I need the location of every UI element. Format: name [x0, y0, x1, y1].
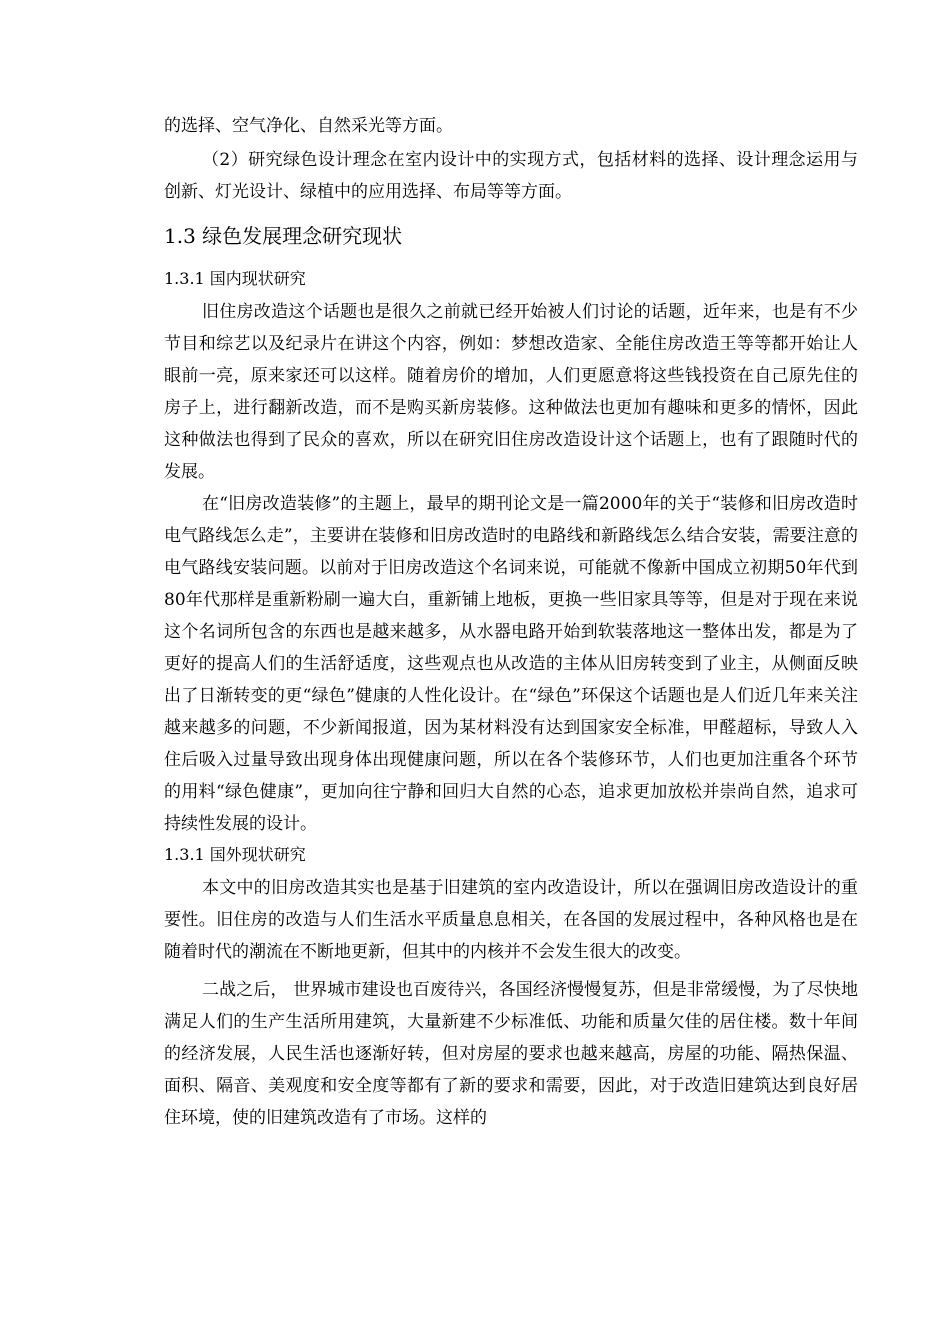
paragraph-domestic-1: 旧住房改造这个话题也是很久之前就已经开始被人们讨论的话题，近年来，也是有不少节目和综艺以及纪录片在讲这个内容，例如：梦想改造家、全能住房改造王等等都开始让人眼前一亮，原来家还可以这样。随着房价的增加，人们更愿意将这些钱投资在自己原先住的房子上，进行翻新改造，而不是购买新房装修。这种做法也更加有趣味和更多的情怀，因此这种做法也得到了民众的喜欢，所以在研究旧住房改造设计这个话题上，也有了跟随时代的发展。	[164, 302, 858, 482]
paragraph-research-item-2: （2）研究绿色设计理念在室内设计中的实现方式，包括材料的选择、设计理念运用与创新、灯光设计、绿植中的应用选择、布局等等方面。	[164, 150, 858, 202]
paragraph-foreign-1: 本文中的旧房改造其实也是基于旧建筑的室内改造设计，所以在强调旧房改造设计的重要性。旧住房的改造与人们生活水平质量息息相关，在各国的发展过程中，各种风格也是在随着时代的潮流在不断地更新，但其中的内核并不会发生很大的改变。	[164, 878, 858, 962]
subsection-heading-foreign: 1.3.1 国外现状研究	[164, 845, 306, 864]
subsection-heading-domestic: 1.3.1 国内现状研究	[164, 269, 306, 288]
paragraph-domestic-2: 在“旧房改造装修”的主题上，最早的期刊论文是一篇2000年的关于“装修和旧房改造时电气路线怎么走”，主要讲在装修和旧房改造时的电路线和新路线怎么结合安装，需要注意的电气路线安装问题。以前对于旧房改造这个名词来说，可能就不像新中国成立初期50年代到80年代那样是重新粉刷一遍大白，重新铺上地板，更换一些旧家具等等，但是对于现在来说这个名词所包含的东西也是越来越多，从水器电路开始到软装落地这一整体出发，都是为了更好的提高人们的生活舒适度，这些观点也从改造的主体从旧房转变到了业主，从侧面反映出了日渐转变的更“绿色”健康的人性化设计。在“绿色”环保这个话题也是人们近几年来关注越来越多的问题，不少新闻报道，因为某材料没有达到国家安全标准，甲醛超标，导致人入住后吸入过量导致出现身体出现健康问题，所以在各个装修环节，人们也更加注重各个环节的用料“绿色健康”，更加向往宁静和回归大自然的心态，追求更加放松并崇尚自然，追求可持续性发展的设计。	[164, 494, 858, 834]
paragraph-foreign-2: 二战之后， 世界城市建设也百废待兴，各国经济慢慢复苏，但是非常缓慢，为了尽快地满足人们的生产生活所用建筑，大量新建不少标准低、功能和质量欠佳的居住楼。数十年间的经济发展，人民生活也逐渐好转，但对房屋的要求也越来越高，房屋的功能、隔热保温、面积、隔音、美观度和安全度等都有了新的要求和需要，因此，对于改造旧建筑达到良好居住环境，使的旧建筑改造有了市场。这样的	[164, 980, 858, 1128]
section-heading-1-3: 1.3 绿色发展理念研究现状	[164, 224, 403, 248]
page-content	[164, 110, 858, 1134]
paragraph-continuation: 的选择、空气净化、自然采光等方面。	[164, 116, 453, 136]
